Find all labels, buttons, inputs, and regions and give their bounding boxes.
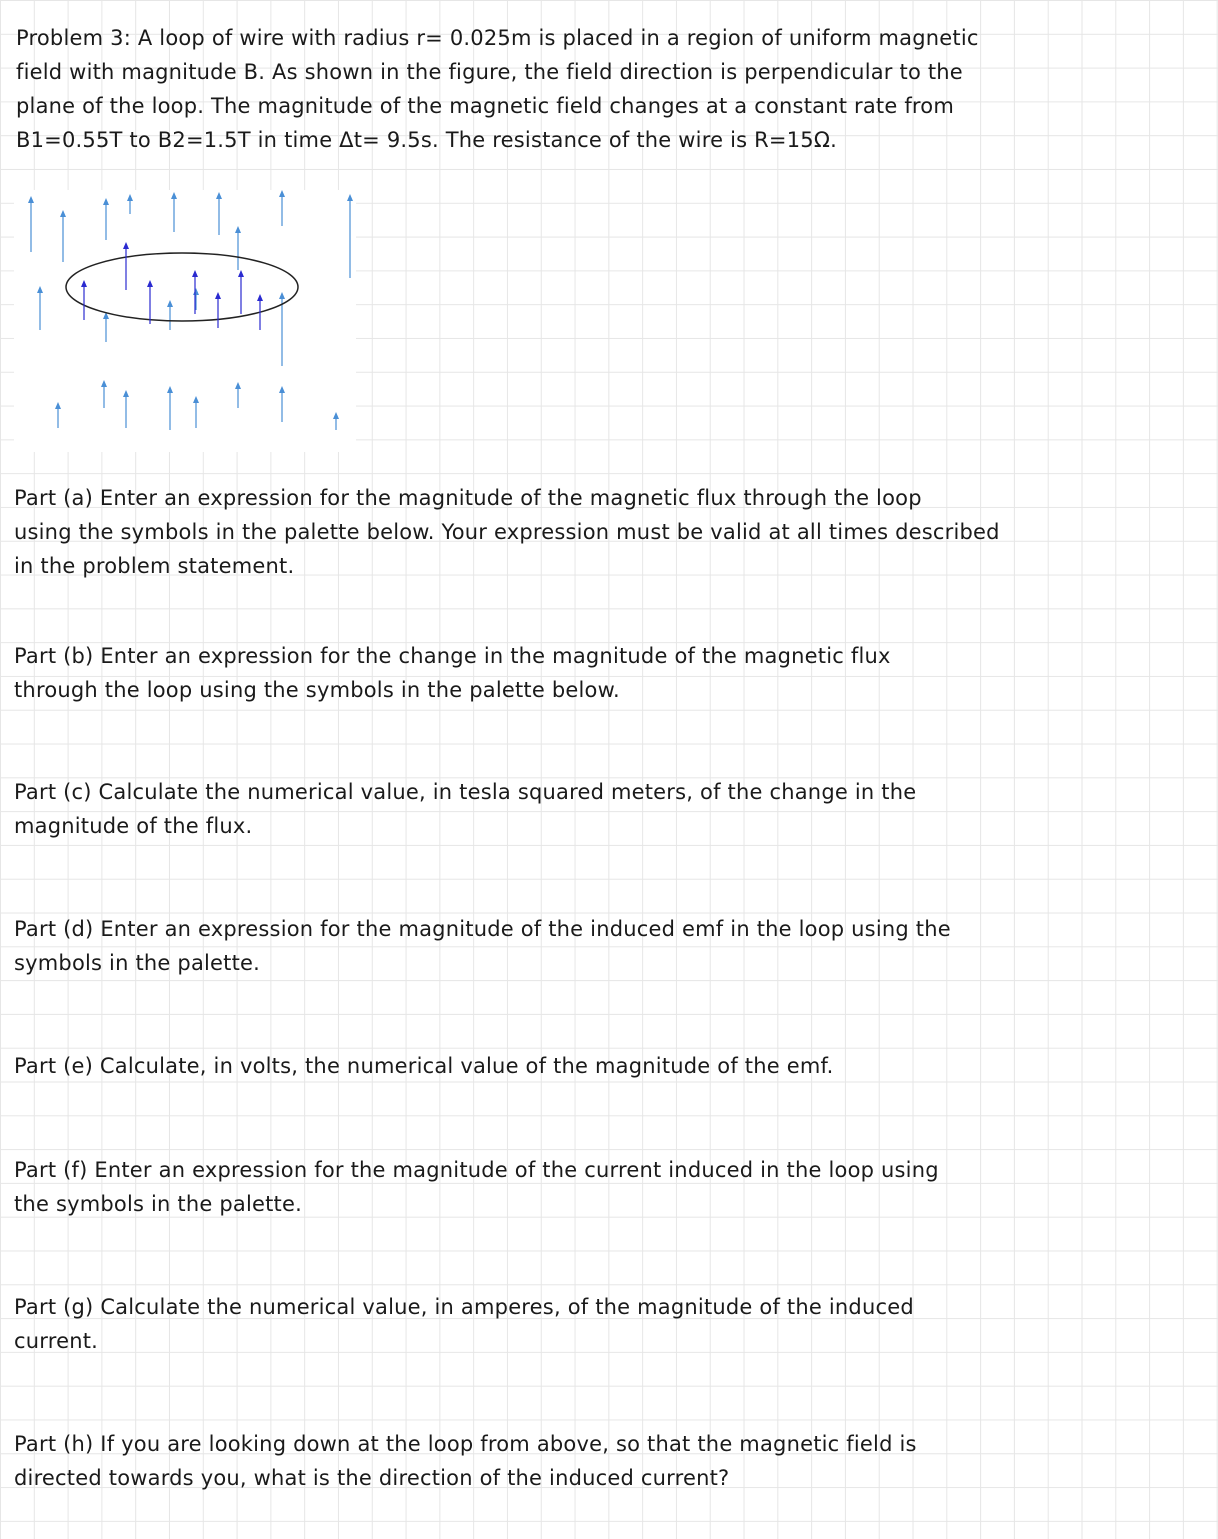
field-arrow [28,196,34,252]
field-arrow [193,288,199,310]
problem-line: Problem 3: A loop of wire with radius r= 0.025m is placed in a region of uniform magnetic [16,26,979,50]
field-arrow [60,210,66,262]
problem-line: field with magnitude B. As shown in the figure, the field direction is perpendicular to the [16,60,963,84]
field-arrow [279,386,285,422]
part-b-line: through the loop using the symbols in the palette below. [14,678,620,702]
problem-line: B1=0.55T to B2=1.5T in time Δt= 9.5s. The resistance of the wire is R=15Ω. [16,128,837,152]
field-arrow [167,300,173,330]
part-h-line: Part (h) If you are looking down at the loop from above, so that the magnetic field is [14,1432,917,1456]
part-g-line: current. [14,1329,99,1353]
loop-field-arrow [238,270,244,314]
wire-loop [66,253,298,321]
field-arrow [167,386,173,430]
field-arrow [127,194,133,214]
field-arrow [193,396,199,428]
field-arrow [235,226,241,270]
field-arrow [103,312,109,342]
field-arrow [347,194,353,278]
part-d-line: Part (d) Enter an expression for the magnitude of the induced emf in the loop using the [14,917,951,941]
part-b-line: Part (b) Enter an expression for the change in the magnitude of the magnetic flux [14,644,891,668]
part-a-line: in the problem statement. [14,554,295,578]
field-arrow [37,286,43,330]
part-f-line: Part (f) Enter an expression for the magnitude of the current induced in the loop using [14,1158,939,1182]
part-g [14,1290,914,1358]
field-arrow [216,192,222,235]
part-h-line: directed towards you, what is the direction of the induced current? [14,1466,730,1490]
loop-field-arrow [81,280,87,320]
problem-statement [16,21,979,157]
field-arrow [123,390,129,428]
part-d-line: symbols in the palette. [14,951,261,975]
part-b [14,639,891,707]
part-f-line: the symbols in the palette. [14,1192,302,1216]
part-a [14,481,1000,583]
part-h [14,1427,917,1495]
field-arrow [101,380,107,408]
part-a-line: Part (a) Enter an expression for the magnitude of the magnetic flux through the loop [14,486,922,510]
figure-svg [14,190,356,452]
part-c-line: magnitude of the flux. [14,814,253,838]
field-arrow [103,198,109,240]
loop-field-arrow [123,242,129,290]
field-arrow [235,382,241,408]
part-c-line: Part (c) Calculate the numerical value, in tesla squared meters, of the change in the [14,780,917,804]
part-f [14,1153,939,1221]
loop-field-arrow [215,292,221,328]
field-arrow [333,412,339,430]
part-e [14,1049,833,1083]
field-arrow [171,192,177,232]
field-arrow [279,190,285,226]
part-d [14,912,951,980]
part-c [14,775,916,843]
part-a-line: using the symbols in the palette below. Your expression must be valid at all times described [14,520,1000,544]
magnetic-field-loop-figure [14,190,356,452]
problem-line: plane of the loop. The magnitude of the magnetic field changes at a constant rate from [16,94,955,118]
part-e-line: Part (e) Calculate, in volts, the numerical value of the magnitude of the emf. [14,1054,834,1078]
part-g-line: Part (g) Calculate the numerical value, in amperes, of the magnitude of the induced [14,1295,914,1319]
loop-field-arrow [147,280,153,324]
field-arrow [55,402,61,428]
